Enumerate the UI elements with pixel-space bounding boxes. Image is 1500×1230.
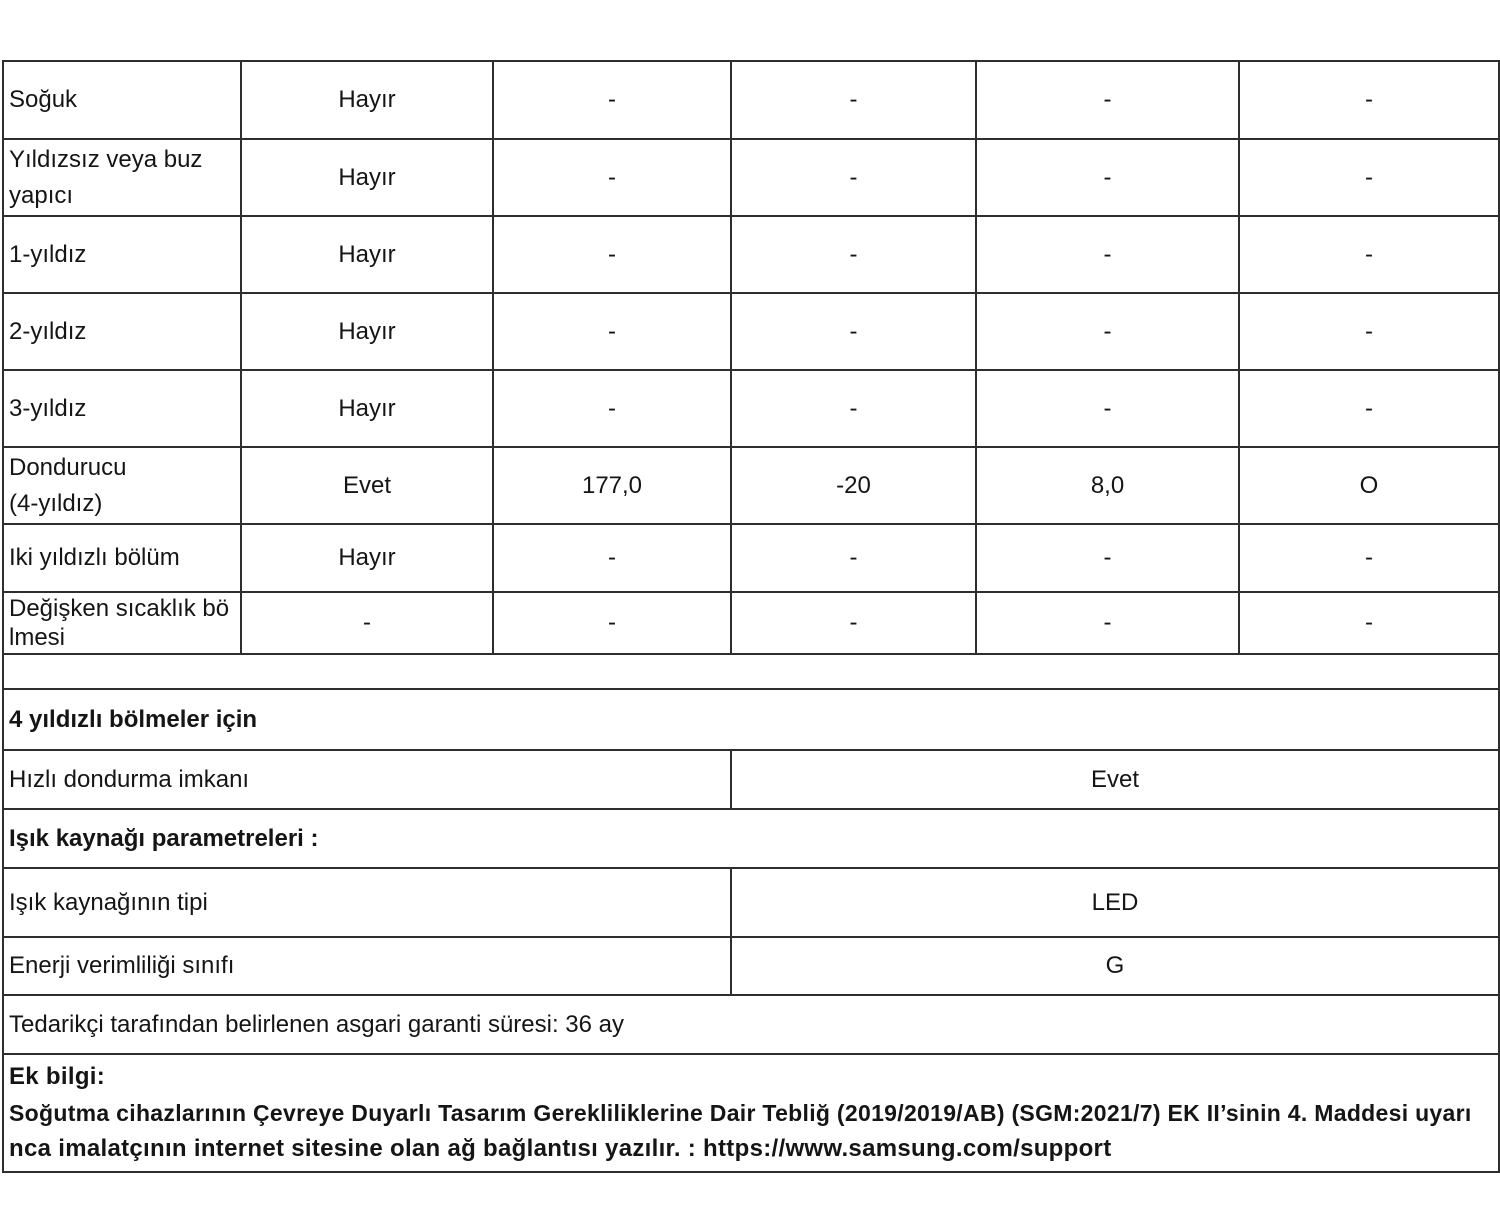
compartment-label bbox=[3, 447, 241, 524]
compartment-volume-value: - bbox=[493, 293, 731, 370]
compartment-volume-value: - bbox=[493, 370, 731, 447]
compartment-present-value: Hayır bbox=[241, 370, 493, 447]
compartment-label-line: Yıldızsız veya buz bbox=[9, 145, 203, 173]
compartment-defrost-type-value: - bbox=[1239, 370, 1499, 447]
compartment-label bbox=[3, 139, 241, 216]
compartment-present-value: Hayır bbox=[241, 293, 493, 370]
energy-class-label: Enerji verimliliği sınıfı bbox=[3, 937, 731, 995]
compartment-label-line: 2-yıldız bbox=[9, 317, 87, 345]
compartment-freezing-capacity-value: - bbox=[976, 592, 1239, 654]
compartment-row-variable-temp bbox=[3, 592, 1499, 654]
compartment-defrost-type-value: - bbox=[1239, 139, 1499, 216]
light-type-label: Işık kaynağının tipi bbox=[3, 868, 731, 937]
compartment-row-1-star bbox=[3, 216, 1499, 293]
compartment-present-value: Hayır bbox=[241, 139, 493, 216]
compartment-label-line: Iki yıldızlı bölüm bbox=[9, 544, 180, 571]
compartment-temperature-value: - bbox=[731, 592, 976, 654]
compartment-label-line: 1-yıldız bbox=[9, 240, 87, 268]
compartment-freezing-capacity-value: - bbox=[976, 524, 1239, 592]
compartment-volume-value: - bbox=[493, 524, 731, 592]
compartment-temperature-value: -20 bbox=[731, 447, 976, 524]
fast-freeze-value: Evet bbox=[731, 750, 1499, 809]
compartment-defrost-type-value: - bbox=[1239, 592, 1499, 654]
compartment-temperature-value: - bbox=[731, 370, 976, 447]
compartment-freezing-capacity-value: - bbox=[976, 370, 1239, 447]
compartment-label-line: (4-yıldız) bbox=[9, 489, 103, 517]
compartment-row-cold bbox=[3, 61, 1499, 139]
compartment-defrost-type-value: - bbox=[1239, 216, 1499, 293]
compartment-freezing-capacity-value: - bbox=[976, 61, 1239, 139]
compartment-present-value: Hayır bbox=[241, 524, 493, 592]
compartment-defrost-type-value: - bbox=[1239, 293, 1499, 370]
light-source-heading: Işık kaynağı parametreleri : bbox=[3, 809, 1499, 868]
light-type-row bbox=[3, 868, 1499, 937]
compartment-row-freezer bbox=[3, 447, 1499, 524]
compartment-temperature-value: - bbox=[731, 61, 976, 139]
compartment-freezing-capacity-value: 8,0 bbox=[976, 447, 1239, 524]
compartment-label bbox=[3, 524, 241, 592]
compartment-volume-value: - bbox=[493, 216, 731, 293]
additional-info-row bbox=[3, 1054, 1499, 1172]
compartment-temperature-value: - bbox=[731, 216, 976, 293]
compartment-freezing-capacity-value: - bbox=[976, 293, 1239, 370]
additional-info-line: nca imalatçının internet sitesine olan ağ bağlantısı yazılır. : https://www.samsung.com/support bbox=[9, 1135, 1112, 1162]
additional-info-line: Soğutma cihazlarının Çevreye Duyarlı Tasarım Gerekliliklerine Dair Tebliğ (2019/2019/AB) (SGM:2021/7) EK II’sinin 4. Maddesi uyarı bbox=[9, 1100, 1472, 1126]
compartment-volume-value: - bbox=[493, 61, 731, 139]
additional-info-heading: Ek bilgi: bbox=[9, 1063, 106, 1090]
energy-class-row bbox=[3, 937, 1499, 995]
compartment-defrost-type-value: O bbox=[1239, 447, 1499, 524]
compartment-present-value: Hayır bbox=[241, 216, 493, 293]
compartment-row-2-star bbox=[3, 293, 1499, 370]
compartment-volume-value: - bbox=[493, 139, 731, 216]
four-star-heading-row bbox=[3, 689, 1499, 750]
compartment-volume-value: 177,0 bbox=[493, 447, 731, 524]
compartment-temperature-value: - bbox=[731, 139, 976, 216]
four-star-heading: 4 yıldızlı bölmeler için bbox=[3, 689, 1499, 750]
compartment-volume-value: - bbox=[493, 592, 731, 654]
compartment-defrost-type-value: - bbox=[1239, 61, 1499, 139]
compartment-row-no-star bbox=[3, 139, 1499, 216]
compartment-label bbox=[3, 370, 241, 447]
compartment-temperature-value: - bbox=[731, 524, 976, 592]
fast-freeze-row bbox=[3, 750, 1499, 809]
compartment-label-line: yapıcı bbox=[9, 181, 74, 209]
product-info-table bbox=[2, 60, 1500, 1173]
compartment-row-2-star-section bbox=[3, 524, 1499, 592]
compartment-present-value: Evet bbox=[241, 447, 493, 524]
warranty-text: Tedarikçi tarafından belirlenen asgari garanti süresi: 36 ay bbox=[3, 995, 1499, 1054]
compartment-present-value: - bbox=[241, 592, 493, 654]
compartment-label bbox=[3, 293, 241, 370]
energy-class-value: G bbox=[731, 937, 1499, 995]
spacer-cell bbox=[3, 654, 1499, 689]
light-source-heading-row bbox=[3, 809, 1499, 868]
additional-info bbox=[3, 1054, 1499, 1172]
spacer-row bbox=[3, 654, 1499, 689]
compartment-label-line: lmesi bbox=[9, 624, 66, 651]
compartment-freezing-capacity-value: - bbox=[976, 216, 1239, 293]
compartment-row-3-star bbox=[3, 370, 1499, 447]
compartment-label bbox=[3, 592, 241, 654]
compartment-label-line: Değişken sıcaklık bö bbox=[9, 595, 230, 622]
compartment-label-line: 3-yıldız bbox=[9, 394, 87, 422]
light-type-value: LED bbox=[731, 868, 1499, 937]
compartment-defrost-type-value: - bbox=[1239, 524, 1499, 592]
compartment-present-value: Hayır bbox=[241, 61, 493, 139]
compartment-label-line: Dondurucu bbox=[9, 453, 127, 481]
compartment-label bbox=[3, 216, 241, 293]
warranty-row bbox=[3, 995, 1499, 1054]
fast-freeze-label: Hızlı dondurma imkanı bbox=[3, 750, 731, 809]
compartment-temperature-value: - bbox=[731, 293, 976, 370]
compartment-freezing-capacity-value: - bbox=[976, 139, 1239, 216]
compartment-label bbox=[3, 61, 241, 139]
compartment-label-line: Soğuk bbox=[9, 86, 78, 113]
